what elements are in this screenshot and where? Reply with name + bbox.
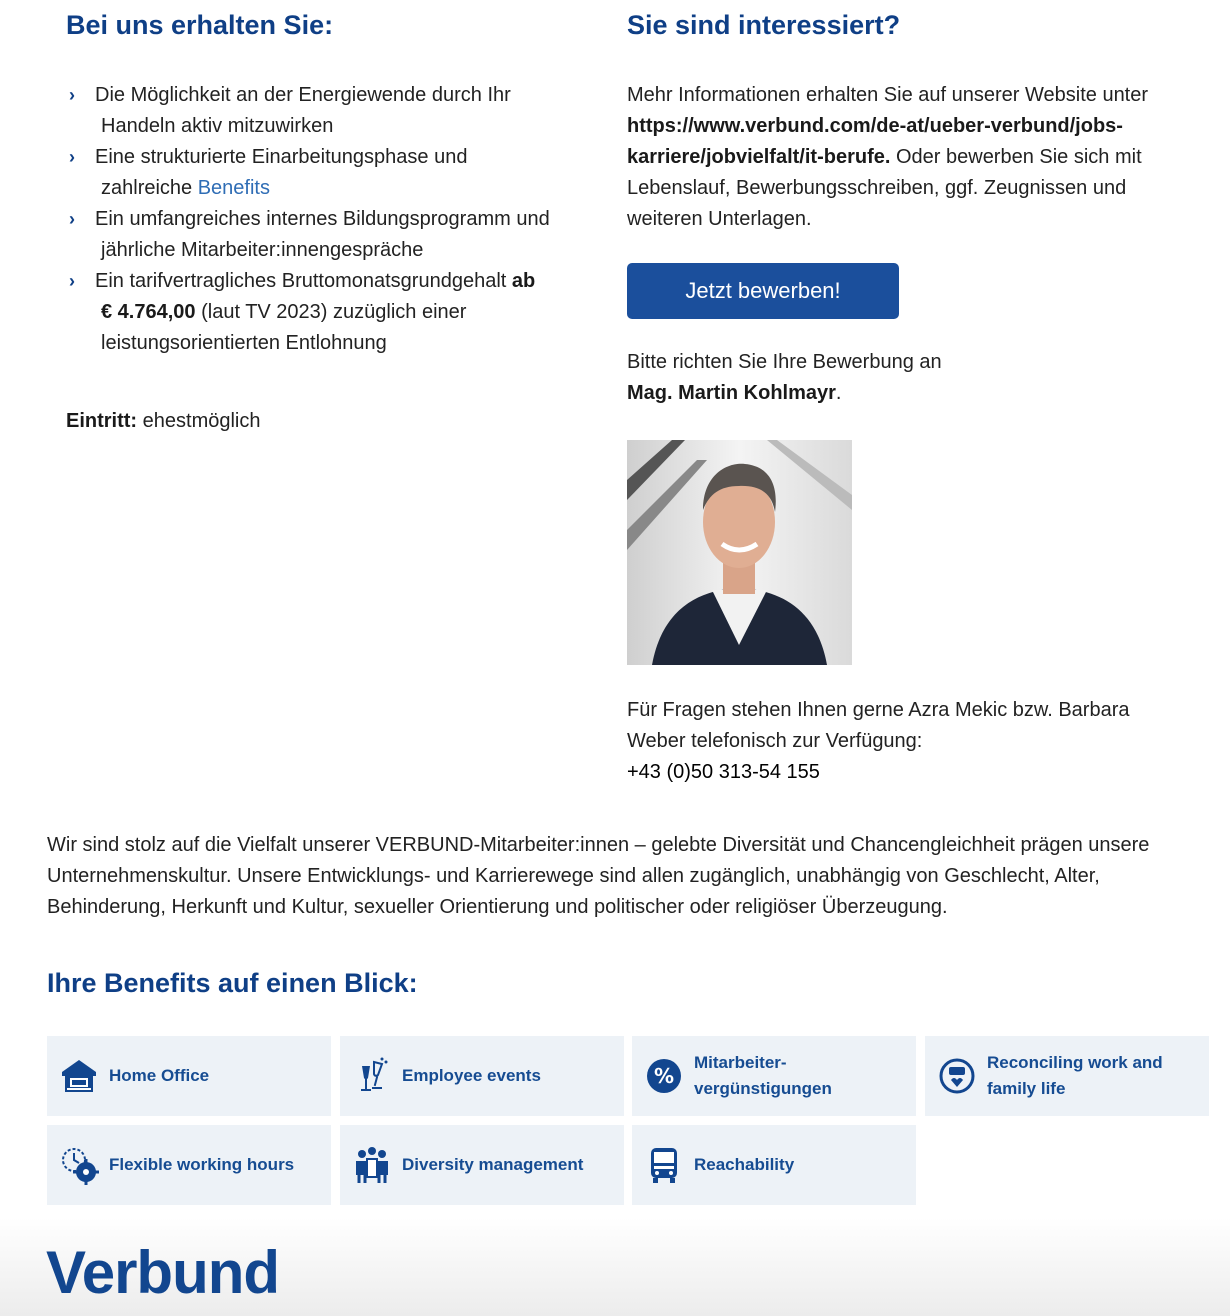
footer	[0, 1218, 1230, 1316]
offers-title: Bei uns erhalten Sie:	[66, 10, 334, 40]
list-item-text: leistungsorientierten Entlohnung	[101, 332, 387, 354]
list-item-text: Handeln aktiv mitzuwirken	[101, 115, 334, 137]
list-item-text: (laut TV 2023) zuzüglich einer	[195, 301, 467, 323]
chevron-right-icon: ›	[69, 209, 75, 229]
benefit-tile-reachability	[632, 1125, 916, 1205]
interest-section	[627, 8, 1187, 788]
percent-icon	[644, 1056, 684, 1096]
benefit-tile-flexible-hours	[47, 1125, 331, 1205]
benefit-label: Mitarbeiter-vergünstigungen	[694, 1053, 832, 1098]
offers-section	[66, 8, 606, 437]
benefit-tile-employee-events	[340, 1036, 624, 1116]
info-text: Mehr Informationen erhalten Sie auf unserer Website unter https://www.verbund.com/de-at/ueber-verbund/jobs-karriere/jobvielfalt/it-berufe. Oder bewerben Sie sich mit Lebenslauf, Bewerbungsschreiben, ggf. Zeugnissen und weiteren Unterlagen.	[627, 84, 1149, 230]
list-item	[66, 80, 606, 142]
list-item-text: Die Möglichkeit an der Energiewende durch Ihr	[95, 84, 511, 106]
contact-text: Bitte richten Sie Ihre Bewerbung an Mag. Martin Kohlmayr.	[627, 351, 942, 404]
verbund-logo[interactable]: Verbund	[46, 1239, 280, 1306]
entry-date	[66, 406, 606, 437]
svg-text:%: %	[653, 1064, 675, 1088]
salary-from: ab	[511, 270, 536, 292]
entry-value: ehestmöglich	[137, 410, 261, 432]
offers-list	[66, 80, 606, 359]
diversity-text: Wir sind stolz auf die Vielfalt unserer VERBUND-Mitarbeiter:innen – gelebte Diversität und Chancengleichheit prägen unsere Unternehmenskultur. Unsere Entwicklungs- und Karrierewege sind allen zugänglich, unabhängig von Geschlecht, Alter, Behinderung, Herkunft und Kultur, sexueller Orientierung und politischer oder religiöser Überzeugung.	[47, 834, 1150, 918]
benefit-label: Home Office	[109, 1066, 210, 1085]
list-item	[66, 142, 606, 204]
home-office-icon	[59, 1056, 99, 1096]
benefit-tile-work-family	[925, 1036, 1209, 1116]
apply-button[interactable]: Jetzt bewerben!	[627, 263, 899, 319]
list-item	[66, 204, 606, 266]
entry-label: Eintritt:	[66, 410, 138, 432]
chevron-right-icon: ›	[69, 271, 75, 291]
benefit-label: Reconciling work and family life	[987, 1053, 1163, 1098]
clock-gear-icon	[59, 1145, 99, 1185]
interest-title: Sie sind interessiert?	[627, 10, 901, 40]
list-item-text: zahlreiche	[101, 177, 198, 199]
list-item-text: Ein tarifvertragliches Bruttomonatsgrundgehalt ab	[95, 270, 536, 292]
list-item-text: Eine strukturierte Einarbeitungsphase und	[95, 146, 468, 168]
phone-number[interactable]: +43 (0)50 313-54 155	[627, 761, 820, 783]
chevron-right-icon: ›	[69, 85, 75, 105]
benefits-title: Ihre Benefits auf einen Blick:	[47, 968, 418, 998]
bus-icon	[644, 1145, 684, 1185]
benefit-label: Employee events	[402, 1066, 541, 1085]
chevron-right-icon: ›	[69, 147, 75, 167]
benefits-link[interactable]: Benefits	[197, 177, 270, 199]
benefit-label: Diversity management	[402, 1155, 584, 1174]
salary-amount: € 4.764,00	[101, 301, 196, 323]
benefit-tile-diversity	[340, 1125, 624, 1205]
contact-photo	[627, 440, 852, 665]
list-item-text: Ein umfangreiches internes Bildungsprogramm und	[95, 208, 550, 230]
benefit-tile-discounts	[632, 1036, 916, 1116]
contact-name: Mag. Martin Kohlmayr	[627, 382, 836, 404]
list-item	[66, 266, 606, 359]
list-item-text: jährliche Mitarbeiter:innengespräche	[101, 239, 424, 261]
people-group-icon	[352, 1145, 392, 1185]
work-family-icon	[937, 1056, 977, 1096]
benefit-tile-home-office	[47, 1036, 331, 1116]
benefit-label: Flexible working hours	[109, 1155, 295, 1174]
website-link[interactable]: https://www.verbund.com/de-at/ueber-verbund/jobs-karriere/jobvielfalt/it-berufe.	[627, 115, 1123, 168]
questions-text: Für Fragen stehen Ihnen gerne Azra Mekic bzw. Barbara Weber telefonisch zur Verfügung: +43 (0)50 313-54 155	[627, 699, 1130, 783]
benefit-label: Reachability	[694, 1155, 795, 1174]
champagne-glasses-icon	[352, 1056, 392, 1096]
